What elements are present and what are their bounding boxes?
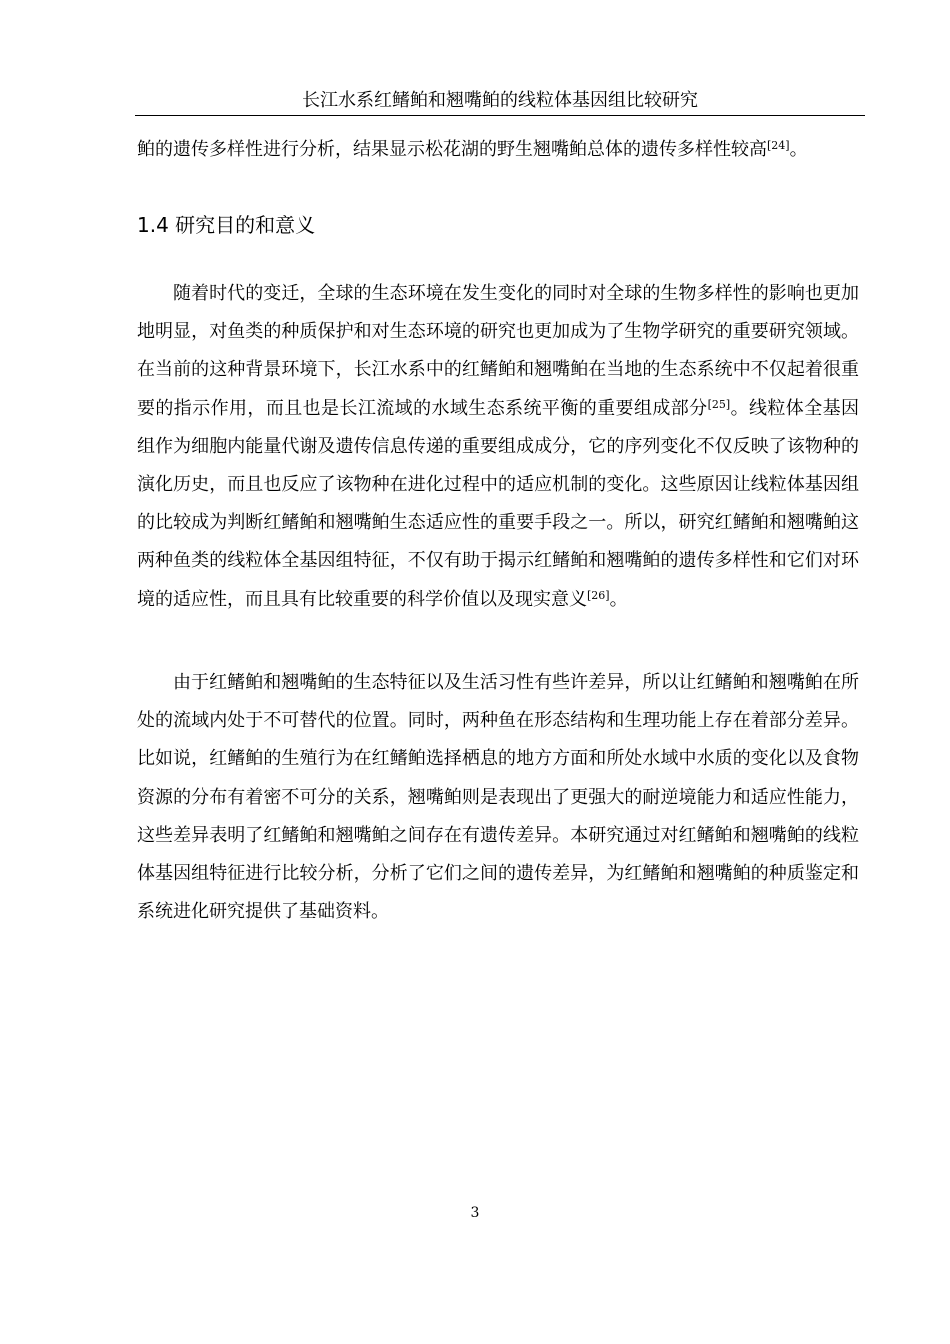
- running-header: 长江水系红鳍鲌和翘嘴鲌的线粒体基因组比较研究: [302, 90, 698, 111]
- paragraph-purpose-part1: 随着时代的变迁，全球的生态环境在发生变化的同时对全球的生物多样性的影响也更加地明显，对鱼类的种质保护和对生态环境的研究也更加成为了生物学研究的重要研究领域。在当前的这种背景环境下，长江水系中的红鳍鲌和翘嘴鲌在当地的生态系统中不仅起着很重要的指示作用，而且也是长江流域的水域生态系统平衡的重要组成部分: [137, 283, 859, 419]
- paragraph-significance: 由于红鳍鲌和翘嘴鲌的生态特征以及生活习性有些许差异，所以让红鳍鲌和翘嘴鲌在所处的流域内处于不可替代的位置。同时，两种鱼在形态结构和生理功能上存在着部分差异。比如说，红鳍鲌的生殖行为在红鳍鲌选择栖息的地方方面和所处水域中水质的变化以及食物资源的分布有着密不可分的关系，翘嘴鲌则是表现出了更强大的耐逆境能力和适应性能力，这些差异表明了红鳍鲌和翘嘴鲌之间存在有遗传差异。本研究通过对红鳍鲌和翘嘴鲌的线粒体基因组特征进行比较分析，分析了它们之间的遗传差异，为红鳍鲌和翘嘴鲌的种质鉴定和系统进化研究提供了基础资料。: [137, 672, 859, 923]
- paragraph-purpose-tail: 。: [609, 588, 628, 610]
- page-number: 3: [470, 1205, 480, 1221]
- section-heading: 1.4 研究目的和意义: [137, 213, 316, 237]
- citation-24: [24]: [767, 139, 790, 152]
- continuation-paragraph: [137, 131, 859, 169]
- paragraph-purpose: [137, 275, 859, 619]
- paragraph-purpose-part2: 。线粒体全基因组作为细胞内能量代谢及遗传信息传递的重要组成成分，它的序列变化不仅反映了该物种的演化历史，而且也反应了该物种在进化过程中的适应机制的变化。这些原因让线粒体基因组的比较成为判断红鳍鲌和翘嘴鲌生态适应性的重要手段之一。所以，研究红鳍鲌和翘嘴鲌这两种鱼类的线粒体全基因组特征，不仅有助于揭示红鳍鲌和翘嘴鲌的遗传多样性和它们对环境的适应性，而且具有比较重要的科学价值以及现实意义: [137, 397, 860, 610]
- continuation-text: 鲌的遗传多样性进行分析，结果显示松花湖的野生翘嘴鲌总体的遗传多样性较高: [137, 139, 767, 160]
- header-rule: [135, 115, 865, 116]
- continuation-tail: 。: [789, 139, 808, 160]
- citation-26: [26]: [587, 588, 610, 602]
- citation-25: [25]: [707, 397, 731, 411]
